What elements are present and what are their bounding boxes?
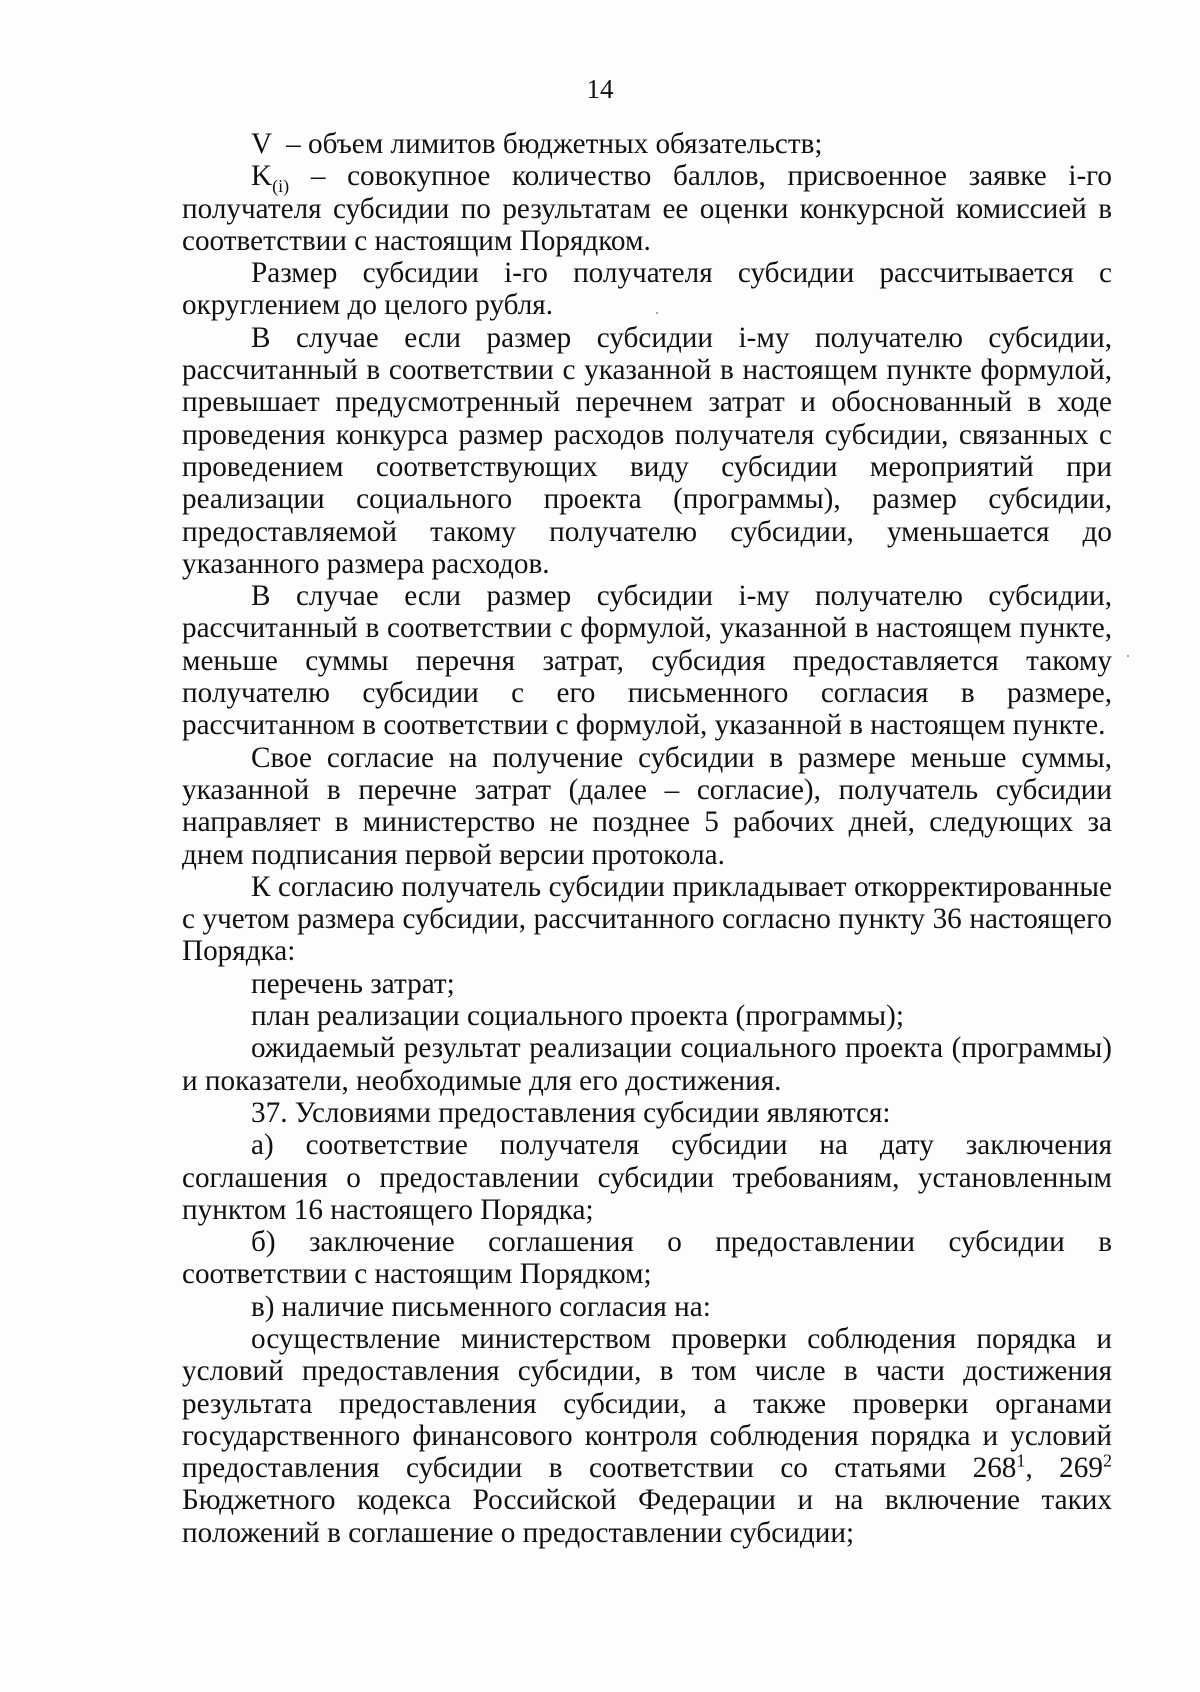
symbol-k-subscript: (i) xyxy=(272,176,290,197)
list-item-expected-result: ожидаемый результат реализации социального проекта (программы) и показатели, необходимые для его достижения. xyxy=(182,1032,1112,1097)
superscript-2: 2 xyxy=(1102,1450,1113,1471)
paragraph-control-consent xyxy=(182,1323,1112,1549)
scan-speck xyxy=(656,312,658,314)
paragraph-exceeds-costs: В случае если размер субсидии i-му получателю субсидии, рассчитанный в соответствии с указанной в настоящем пункте формулой, превышает предусмотренный перечнем затрат и обоснованный в ходе проведения конкурса размер расходов получателя субсидии, связанных с проведением соответствующих виду субсидии мероприятий при реализации социального проекта (программы), размер субсидии, предоставляемой такому получателю субсидии, уменьшается до указанного размера расходов. xyxy=(182,321,1112,580)
symbol-v: V xyxy=(251,128,273,160)
control-consent-text-part1: осуществление министерством проверки соблюдения порядка и условий предоставления субсидии, в том числе в части достижения результата предоставления субсидии, а также проверки органами государственного финансового контроля соблюдения порядка и условий предоставления субсидии в соответствии со статьями 268 xyxy=(182,1322,1112,1485)
clause-37-item-v: в) наличие письменного согласия на: xyxy=(251,1290,711,1323)
paragraph-clause-37: 37. Условиями предоставления субсидии являются: xyxy=(251,1096,891,1129)
scan-speck xyxy=(1127,655,1129,657)
clause-37-item-b: б) заключение соглашения о предоставлении субсидии в соответствии с настоящим Порядком; xyxy=(182,1226,1112,1291)
superscript-1: 1 xyxy=(1016,1450,1026,1471)
paragraph-k-definition xyxy=(182,160,1112,257)
symbol-k: K xyxy=(251,160,273,193)
paragraph-consent: Свое согласие на получение субсидии в размере меньше суммы, указанной в перечне затрат (далее – согласие), получатель субсидии направляет в министерство не позднее 5 рабочих дней, следующих за днем подписания первой версии протокола. xyxy=(182,741,1112,871)
k-definition-text: – совокупное количество баллов, присвоенное заявке i-го получателя субсидии по результатам ее оценки конкурсной комиссией в соответствии с настоящим Порядком. xyxy=(182,160,1113,257)
document-body xyxy=(182,128,1112,1549)
control-consent-text-part2: , 269 xyxy=(1025,1452,1103,1485)
list-item-implementation-plan: план реализации социального проекта (программы); xyxy=(251,1000,904,1033)
clause-37-item-a: а) соответствие получателя субсидии на дату заключения соглашения о предоставлении субсидии требованиям, установленным пунктом 16 настоящего Порядка; xyxy=(182,1129,1112,1226)
paragraph-v-definition xyxy=(182,128,1112,160)
paragraph-less-than-costs: В случае если размер субсидии i-му получателю субсидии, рассчитанный в соответствии с формулой, указанной в настоящем пункте, меньше суммы перечня затрат, субсидия предоставляется такому получателю субсидии с его письменного согласия в размере, рассчитанном в соответствии с формулой, указанной в настоящем пункте. xyxy=(182,580,1112,742)
v-definition-text: – объем лимитов бюджетных обязательств; xyxy=(286,128,823,160)
control-consent-text-part3: Бюджетного кодекса Российской Федерации и на включение таких положений в соглашение о предоставлении субсидии; xyxy=(182,1484,1112,1549)
list-item-cost-list: перечень затрат; xyxy=(251,967,455,1000)
paragraph-rounding: Размер субсидии i-го получателя субсидии рассчитывается с округлением до целого рубля. xyxy=(182,257,1112,322)
paragraph-attachments: К согласию получатель субсидии прикладывает откорректированные с учетом размера субсидии, рассчитанного согласно пункту 36 настоящего Порядка: xyxy=(182,870,1112,968)
page-number: 14 xyxy=(586,74,614,104)
